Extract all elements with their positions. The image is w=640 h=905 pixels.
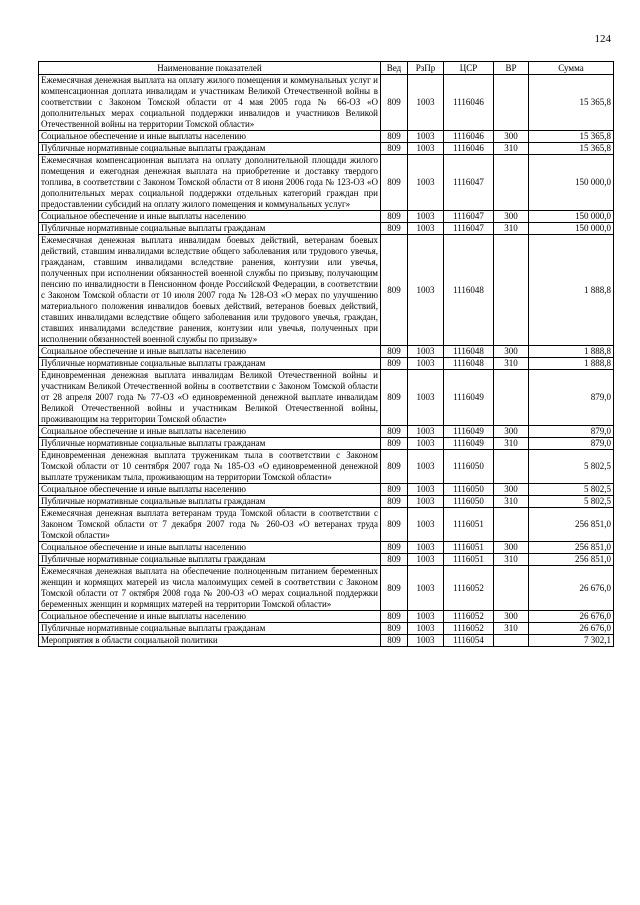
cell-ved: 809 [381,211,408,223]
cell-ved: 809 [381,484,408,496]
table-row [39,566,614,611]
cell-csr: 1116048 [444,358,494,370]
cell-sum: 15 365,8 [529,143,614,155]
header-sum: Сумма [529,62,614,75]
table-header-row [39,62,614,75]
cell-csr: 1116049 [444,426,494,438]
cell-csr: 1116050 [444,496,494,508]
cell-csr: 1116048 [444,346,494,358]
cell-ved: 809 [381,426,408,438]
table-row [39,426,614,438]
cell-vr [494,635,529,647]
cell-ved: 809 [381,155,408,211]
cell-ved: 809 [381,370,408,426]
cell-sum: 150 000,0 [529,223,614,235]
cell-rzpr: 1003 [408,496,444,508]
table-row [39,211,614,223]
cell-name: Ежемесячная денежная выплата на обеспечение полноценным питанием беременных женщин и кормящих матерей из числа малоимущих семей в соответствии с Законом Томской области от 7 октября 2008 года № 200-ОЗ «О мерах социальной поддержки беременных женщин и кормящих матерей на территории Томской области» [39,566,381,611]
cell-csr: 1116054 [444,635,494,647]
cell-ved: 809 [381,566,408,611]
cell-ved: 809 [381,131,408,143]
cell-rzpr: 1003 [408,223,444,235]
cell-rzpr: 1003 [408,211,444,223]
cell-csr: 1116046 [444,75,494,131]
cell-name: Социальное обеспечение и иные выплаты населению [39,346,381,358]
header-name: Наименование показателей [39,62,381,75]
cell-sum: 1 888,8 [529,358,614,370]
cell-name: Единовременная денежная выплата труженикам тыла в соответствии с Законом Томской области от 10 сентября 2007 года № 185-ОЗ «О единовременной денежной выплате труженикам тыла, проживающим на территории Томской области» [39,450,381,484]
cell-rzpr: 1003 [408,438,444,450]
cell-ved: 809 [381,542,408,554]
table-row [39,358,614,370]
cell-ved: 809 [381,623,408,635]
cell-vr [494,370,529,426]
cell-sum: 15 365,8 [529,75,614,131]
cell-sum: 26 676,0 [529,611,614,623]
cell-name: Публичные нормативные социальные выплаты гражданам [39,438,381,450]
cell-sum: 5 802,5 [529,484,614,496]
cell-ved: 809 [381,438,408,450]
cell-sum: 879,0 [529,370,614,426]
cell-vr: 300 [494,611,529,623]
cell-rzpr: 1003 [408,235,444,346]
cell-rzpr: 1003 [408,623,444,635]
table-row [39,155,614,211]
budget-table [38,61,614,647]
table-row [39,143,614,155]
header-rzpr: РзПр [408,62,444,75]
cell-name: Ежемесячная денежная выплата на оплату жилого помещения и коммунальных услуг и компенсационная доплата инвалидам и участникам Великой Отечественной войны в соответствии с Законом Томской области от 4 мая 2005 года № 66-ОЗ «О дополнительных мерах социальной поддержки инвалидов и участников Великой Отечественной войны на территории Томской области» [39,75,381,131]
cell-csr: 1116049 [444,438,494,450]
cell-name: Социальное обеспечение и иные выплаты населению [39,611,381,623]
cell-csr: 1116048 [444,235,494,346]
cell-sum: 7 302,1 [529,635,614,647]
header-csr: ЦСР [444,62,494,75]
cell-rzpr: 1003 [408,450,444,484]
cell-name: Ежемесячная денежная выплата ветеранам труда Томской области в соответствии с Законом Томской области от 7 декабря 2007 года № 260-ОЗ «О ветеранах труда Томской области» [39,508,381,542]
cell-rzpr: 1003 [408,508,444,542]
cell-vr: 300 [494,426,529,438]
cell-vr: 300 [494,211,529,223]
cell-csr: 1116047 [444,211,494,223]
cell-vr [494,155,529,211]
cell-rzpr: 1003 [408,155,444,211]
cell-ved: 809 [381,611,408,623]
cell-ved: 809 [381,496,408,508]
cell-name: Публичные нормативные социальные выплаты гражданам [39,496,381,508]
cell-ved: 809 [381,235,408,346]
header-ved: Вед [381,62,408,75]
cell-csr: 1116046 [444,143,494,155]
cell-vr [494,450,529,484]
cell-name: Публичные нормативные социальные выплаты гражданам [39,358,381,370]
cell-ved: 809 [381,75,408,131]
cell-vr: 300 [494,484,529,496]
cell-csr: 1116051 [444,508,494,542]
cell-name: Публичные нормативные социальные выплаты гражданам [39,223,381,235]
cell-vr: 300 [494,542,529,554]
cell-sum: 879,0 [529,426,614,438]
cell-csr: 1116046 [444,131,494,143]
cell-name: Публичные нормативные социальные выплаты гражданам [39,623,381,635]
cell-vr: 310 [494,496,529,508]
cell-vr [494,75,529,131]
cell-rzpr: 1003 [408,611,444,623]
cell-csr: 1116052 [444,623,494,635]
cell-name: Публичные нормативные социальные выплаты гражданам [39,143,381,155]
cell-csr: 1116047 [444,155,494,211]
cell-rzpr: 1003 [408,75,444,131]
cell-ved: 809 [381,635,408,647]
cell-sum: 1 888,8 [529,235,614,346]
cell-vr: 310 [494,143,529,155]
cell-ved: 809 [381,554,408,566]
cell-ved: 809 [381,450,408,484]
header-vr: ВР [494,62,529,75]
cell-name: Социальное обеспечение и иные выплаты населению [39,131,381,143]
cell-vr: 310 [494,623,529,635]
cell-sum: 5 802,5 [529,496,614,508]
table-row [39,346,614,358]
cell-sum: 26 676,0 [529,623,614,635]
table-row [39,370,614,426]
cell-csr: 1116051 [444,542,494,554]
cell-sum: 150 000,0 [529,211,614,223]
cell-rzpr: 1003 [408,566,444,611]
table-row [39,623,614,635]
cell-vr: 300 [494,346,529,358]
cell-rzpr: 1003 [408,346,444,358]
cell-rzpr: 1003 [408,554,444,566]
cell-rzpr: 1003 [408,484,444,496]
table-row [39,554,614,566]
cell-ved: 809 [381,223,408,235]
cell-csr: 1116051 [444,554,494,566]
page-number: 124 [594,33,611,45]
cell-sum: 1 888,8 [529,346,614,358]
table-row [39,611,614,623]
cell-rzpr: 1003 [408,635,444,647]
cell-rzpr: 1003 [408,131,444,143]
cell-vr: 300 [494,131,529,143]
table-row [39,75,614,131]
cell-sum: 256 851,0 [529,542,614,554]
cell-rzpr: 1003 [408,358,444,370]
cell-vr: 310 [494,438,529,450]
cell-name: Ежемесячная компенсационная выплата на оплату дополнительной площади жилого помещения и ежегодная денежная выплата на приобретение и доставку твердого топлива, в соответствии с Законом Томской области от 8 июня 2006 года № 123-ОЗ «О дополнительных мерах социальной поддержки отдельных категорий граждан при предоставлении субсидий на оплату жилого помещения и коммунальных услуг» [39,155,381,211]
cell-ved: 809 [381,143,408,155]
cell-sum: 15 365,8 [529,131,614,143]
table-row [39,131,614,143]
cell-name: Социальное обеспечение и иные выплаты населению [39,426,381,438]
cell-name: Единовременная денежная выплата инвалидам Великой Отечественной войны и участникам Великой Отечественной войны в соответствии с Законом Томской области от 28 апреля 2007 года № 77-ОЗ «О единовременной денежной выплате инвалидам Великой Отечественной войны и участникам Великой Отечественной войны, проживающим на территории Томской области» [39,370,381,426]
cell-rzpr: 1003 [408,542,444,554]
cell-sum: 5 802,5 [529,450,614,484]
table-row [39,235,614,346]
cell-csr: 1116052 [444,566,494,611]
cell-vr [494,508,529,542]
cell-sum: 256 851,0 [529,508,614,542]
cell-name: Социальное обеспечение и иные выплаты населению [39,542,381,554]
table-row [39,508,614,542]
table-row [39,484,614,496]
cell-csr: 1116050 [444,484,494,496]
cell-vr: 310 [494,554,529,566]
cell-vr: 310 [494,223,529,235]
cell-vr [494,566,529,611]
table-row [39,635,614,647]
cell-sum: 150 000,0 [529,155,614,211]
cell-sum: 26 676,0 [529,566,614,611]
cell-name: Мероприятия в области социальной политики [39,635,381,647]
cell-ved: 809 [381,508,408,542]
cell-csr: 1116052 [444,611,494,623]
cell-name: Социальное обеспечение и иные выплаты населению [39,484,381,496]
cell-sum: 879,0 [529,438,614,450]
table-row [39,223,614,235]
cell-csr: 1116050 [444,450,494,484]
cell-vr: 310 [494,358,529,370]
cell-rzpr: 1003 [408,426,444,438]
cell-rzpr: 1003 [408,370,444,426]
cell-csr: 1116047 [444,223,494,235]
table-row [39,438,614,450]
table-row [39,542,614,554]
cell-ved: 809 [381,346,408,358]
cell-name: Ежемесячная денежная выплата инвалидам боевых действий, ветеранам боевых действий, ставшим инвалидами вследствие общего заболевания или трудового увечья, гражданам, ставшим инвалидами вследствие ранения, контузии или увечья, полученных при исполнении обязанностей военной службы по призыву, получающим пенсию по инвалидности в Пенсионном фонде Российской Федерации, в соответствии с Законом Томской области от 10 июля 2007 года № 128-ОЗ «О мерах по улучшению материального положения инвалидов боевых действий, ветеранов боевых действий, ставших инвалидами вследствие общего заболевания или трудового увечья, граждан, ставших инвалидами вследствие ранения, контузии или увечья, полученных при исполнении обязанностей военной службы по призыву» [39,235,381,346]
cell-name: Социальное обеспечение и иные выплаты населению [39,211,381,223]
cell-ved: 809 [381,358,408,370]
cell-vr [494,235,529,346]
cell-name: Публичные нормативные социальные выплаты гражданам [39,554,381,566]
cell-rzpr: 1003 [408,143,444,155]
table-row [39,496,614,508]
cell-sum: 256 851,0 [529,554,614,566]
table-row [39,450,614,484]
cell-csr: 1116049 [444,370,494,426]
